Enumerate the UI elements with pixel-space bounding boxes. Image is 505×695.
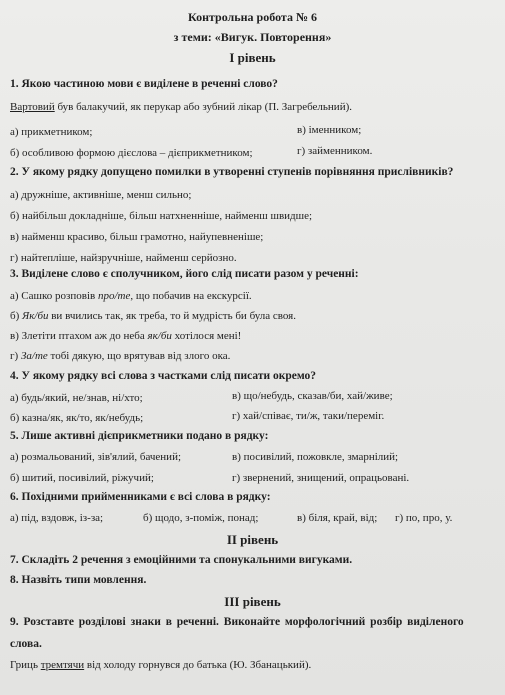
question-9-sentence-start: Гриць xyxy=(10,659,41,671)
question-2-title: 2. У якому рядку допущено помилки в утворенні ступенів порівняння прислівників? xyxy=(10,166,454,178)
level-three-heading: III рівень xyxy=(224,594,281,609)
question-1-option-v: в) іменником; xyxy=(297,124,362,136)
question-6-option-a: а) під, вздовж, із-за; xyxy=(10,512,104,524)
question-1-option-a: а) прикметником; xyxy=(10,126,93,138)
question-3-option-v-word: як/би xyxy=(147,330,172,342)
document-subtitle: з теми: «Вигук. Повторення» xyxy=(173,30,332,44)
question-2-option-a: а) дружніше, активніше, менш сильно; xyxy=(10,189,192,201)
question-8-title: 8. Назвіть типи мовлення. xyxy=(10,574,147,586)
question-6-title: 6. Похідними прийменниками є всі слова в рядку: xyxy=(10,491,271,503)
level-one-heading: I рівень xyxy=(229,50,276,65)
question-9-highlighted-word: тремтячи xyxy=(40,659,85,671)
question-3-option-a-text: а) Сашко розповів xyxy=(10,290,98,302)
question-4-title: 4. У якому рядку всі слова з частками слід писати окремо? xyxy=(10,370,317,382)
question-2-option-b: б) найбільш докладніше, більш натхненніше, найменш швидше; xyxy=(10,210,313,222)
question-5-option-v: в) посивілий, пожовкле, змарнілий; xyxy=(232,451,399,463)
question-5-option-g: г) звернений, знищений, опрацьовані. xyxy=(232,472,410,484)
question-3-option-g xyxy=(10,350,230,362)
question-4-option-g: г) хай/співає, ти/ж, таки/переміг. xyxy=(232,410,385,422)
question-3-option-a-word: про/те xyxy=(97,290,131,302)
question-7-title: 7. Складіть 2 речення з емоційними та спонукальними вигуками. xyxy=(10,554,353,566)
question-3-option-b-text-end: ви вчились так, як треба, то й мудрість би була своя. xyxy=(48,310,296,322)
question-6-option-v: в) біля, край, від; xyxy=(297,512,378,524)
question-3-option-b-word: Як/би xyxy=(22,310,49,322)
level-two-heading: II рівень xyxy=(226,532,279,547)
question-1-sentence-rest: був балакучий, як перукар або зубний лікар (П. Загребельний). xyxy=(54,101,352,113)
question-5-option-a: а) розмальований, зів'ялий, бачений; xyxy=(10,451,182,463)
question-2-option-v: в) найменш красиво, більш грамотно, найупевненіше; xyxy=(10,231,264,243)
question-1-option-b: б) особливою формою дієслова – дієприкметником; xyxy=(10,147,253,159)
question-5-option-b: б) шитий, посивілий, ріжучий; xyxy=(10,472,154,484)
question-1-option-g: г) займенником. xyxy=(297,145,373,157)
question-3-option-v-text: в) Злетіти птахом аж до неба xyxy=(10,330,148,342)
question-3-option-b-text: б) xyxy=(10,310,23,322)
question-6-option-b: б) щодо, з-поміж, понад; xyxy=(143,512,259,524)
question-6-option-g: г) по, про, у. xyxy=(395,512,453,524)
question-3-option-g-word: За/те xyxy=(20,350,48,362)
question-3-title: 3. Виділене слово є сполучником, його слід писати разом у реченні: xyxy=(10,268,359,280)
document-title: Контрольна робота № 6 xyxy=(187,10,318,24)
question-3-option-g-text: г) xyxy=(10,350,21,362)
question-5-title: 5. Лише активні дієприкметники подано в рядку: xyxy=(10,430,269,442)
question-4-option-b: б) казна/як, як/то, як/небудь; xyxy=(10,412,144,424)
question-9-sentence xyxy=(10,659,311,671)
question-4-option-v: в) що/небудь, сказав/би, хай/живе; xyxy=(232,390,393,402)
question-4-option-a: а) будь/який, не/знав, ні/хто; xyxy=(10,392,143,404)
question-3-option-a-text-end: , що побачив на екскурсії. xyxy=(130,290,252,302)
question-3-option-g-text-end: тобі дякую, що врятував від злого ока. xyxy=(47,350,231,362)
question-3-option-b xyxy=(10,310,296,322)
question-3-option-a xyxy=(10,290,252,302)
question-9-sentence-end: від холоду горнувся до батька (Ю. Збанацький). xyxy=(84,659,312,671)
question-2-option-g: г) найтепліше, найзручніше, найменш серйозно. xyxy=(10,252,237,264)
question-1-title: 1. Якою частиною мови є виділене в реченні слово? xyxy=(10,78,278,90)
question-1-sentence xyxy=(10,101,352,113)
question-3-option-v xyxy=(10,330,241,342)
question-9-title-continued: слова. xyxy=(10,638,42,650)
question-3-option-v-text-end: хотілося мені! xyxy=(171,330,242,342)
question-1-highlighted-word: Вартовий xyxy=(10,101,55,113)
question-9-title: 9. Розставте розділові знаки в реченні. Виконайте морфологічний розбір виділеного xyxy=(10,616,464,628)
